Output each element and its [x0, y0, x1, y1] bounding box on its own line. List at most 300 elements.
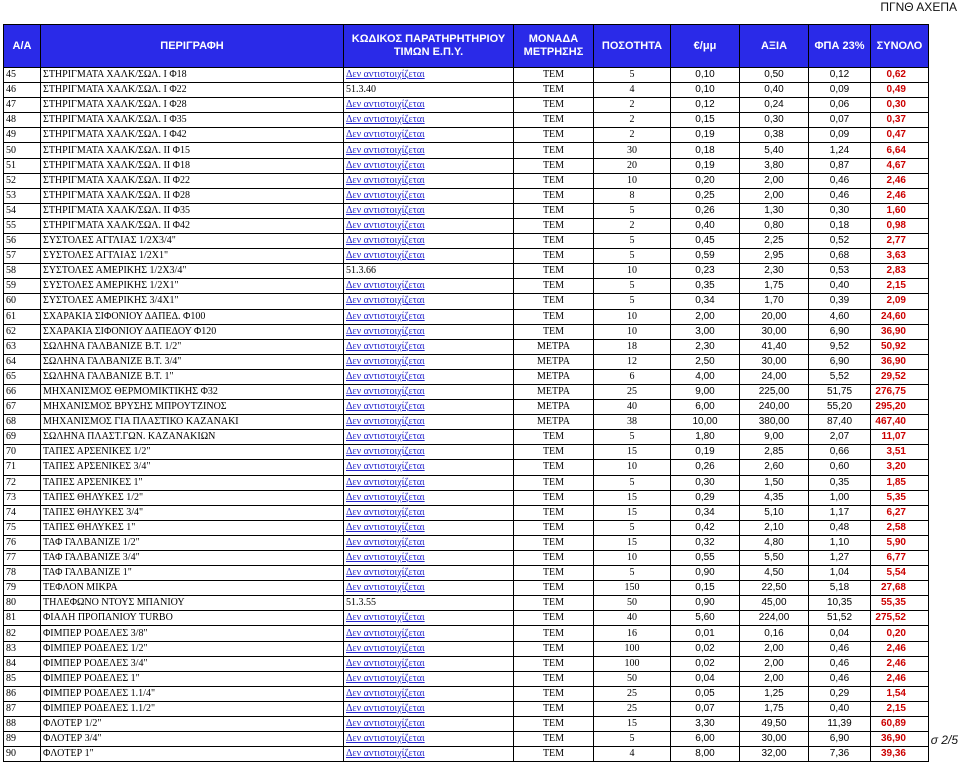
quantity-cell: 100	[594, 656, 671, 671]
unit-of-measure-cell: ΤΕΜ	[514, 686, 594, 701]
row-number-cell: 68	[4, 415, 41, 430]
total-cell: 60,89	[871, 717, 929, 732]
item-description-cell: ΤΑΠΕΣ ΘΗΛΥΚΕΣ 1"	[41, 520, 344, 535]
value-cell: 0,30	[740, 113, 809, 128]
value-cell: 0,16	[740, 626, 809, 641]
vat-amount-cell: 0,48	[809, 520, 871, 535]
row-number-cell: 78	[4, 566, 41, 581]
total-cell: 2,77	[871, 234, 929, 249]
unit-of-measure-cell: ΜΕΤΡΑ	[514, 384, 594, 399]
quantity-cell: 15	[594, 505, 671, 520]
quantity-cell: 150	[594, 581, 671, 596]
unit-price-cell: 0,01	[671, 626, 740, 641]
total-cell: 2,15	[871, 701, 929, 716]
price-code-cell: Δεν αντιστοιχίζεται	[344, 324, 514, 339]
unit-price-cell: 0,10	[671, 68, 740, 83]
quantity-cell: 5	[594, 566, 671, 581]
table-row	[4, 596, 929, 611]
value-cell: 3,80	[740, 158, 809, 173]
total-cell: 276,75	[871, 384, 929, 399]
unit-of-measure-cell: ΤΕΜ	[514, 505, 594, 520]
unit-of-measure-cell: ΤΕΜ	[514, 445, 594, 460]
vat-amount-cell: 87,40	[809, 415, 871, 430]
price-code-cell: Δεν αντιστοιχίζεται	[344, 717, 514, 732]
unit-price-cell: 0,40	[671, 218, 740, 233]
vat-amount-cell: 0,35	[809, 475, 871, 490]
total-cell: 55,35	[871, 596, 929, 611]
unit-price-cell: 0,04	[671, 671, 740, 686]
vat-amount-cell: 6,90	[809, 732, 871, 747]
item-description-cell: ΤΑΠΕΣ ΑΡΣΕΝΙΚΕΣ 1/2"	[41, 445, 344, 460]
quantity-cell: 50	[594, 596, 671, 611]
price-code-cell: Δεν αντιστοιχίζεται	[344, 445, 514, 460]
unit-of-measure-cell: ΤΕΜ	[514, 264, 594, 279]
item-description-cell: ΣΥΣΤΟΛΕΣ ΑΓΓΛΙΑΣ 1/2Χ1"	[41, 249, 344, 264]
quantity-cell: 4	[594, 747, 671, 762]
item-description-cell: ΣΤΗΡΙΓΜΑΤΑ ΧΑΛΚ/ΣΩΛ. ΙΙ Φ35	[41, 203, 344, 218]
price-code-cell: Δεν αντιστοιχίζεται	[344, 611, 514, 626]
unit-price-cell: 0,55	[671, 551, 740, 566]
unit-price-cell: 10,00	[671, 415, 740, 430]
unit-price-cell: 0,02	[671, 656, 740, 671]
col-header-unit-price: €/μμ	[671, 25, 740, 68]
table-row	[4, 218, 929, 233]
item-description-cell: ΜΗΧΑΝΙΣΜΟΣ ΒΡΥΣΗΣ ΜΠΡΟΥΤΖΙΝΟΣ	[41, 400, 344, 415]
price-code-cell: Δεν αντιστοιχίζεται	[344, 686, 514, 701]
row-number-cell: 66	[4, 384, 41, 399]
price-code-cell: Δεν αντιστοιχίζεται	[344, 626, 514, 641]
item-description-cell: ΣΩΛΗΝΑ ΓΑΛΒΑΝΙΖΕ Β.Τ. 3/4"	[41, 354, 344, 369]
value-cell: 2,30	[740, 264, 809, 279]
price-code-cell: Δεν αντιστοιχίζεται	[344, 505, 514, 520]
row-number-cell: 50	[4, 143, 41, 158]
total-cell: 5,90	[871, 535, 929, 550]
value-cell: 41,40	[740, 339, 809, 354]
total-cell: 3,63	[871, 249, 929, 264]
row-number-cell: 48	[4, 113, 41, 128]
vat-amount-cell: 0,09	[809, 128, 871, 143]
quantity-cell: 4	[594, 83, 671, 98]
row-number-cell: 74	[4, 505, 41, 520]
vat-amount-cell: 1,10	[809, 535, 871, 550]
quantity-cell: 10	[594, 173, 671, 188]
unit-price-cell: 6,00	[671, 732, 740, 747]
item-description-cell: ΣΤΗΡΙΓΜΑΤΑ ΧΑΛΚ/ΣΩΛ. ΙΙ Φ28	[41, 188, 344, 203]
quantity-cell: 40	[594, 400, 671, 415]
vat-amount-cell: 0,12	[809, 68, 871, 83]
total-cell: 36,90	[871, 354, 929, 369]
quantity-cell: 40	[594, 611, 671, 626]
unit-of-measure-cell: ΤΕΜ	[514, 490, 594, 505]
unit-price-cell: 0,19	[671, 128, 740, 143]
total-cell: 27,68	[871, 581, 929, 596]
table-row	[4, 188, 929, 203]
total-cell: 2,46	[871, 188, 929, 203]
value-cell: 0,40	[740, 83, 809, 98]
price-code-cell: Δεν αντιστοιχίζεται	[344, 581, 514, 596]
vat-amount-cell: 10,35	[809, 596, 871, 611]
table-row	[4, 309, 929, 324]
total-cell: 6,64	[871, 143, 929, 158]
quantity-cell: 10	[594, 309, 671, 324]
col-header-description: ΠΕΡΙΓΡΑΦΗ	[41, 25, 344, 68]
table-row	[4, 626, 929, 641]
total-cell: 6,77	[871, 551, 929, 566]
row-number-cell: 88	[4, 717, 41, 732]
unit-price-cell: 2,00	[671, 309, 740, 324]
unit-of-measure-cell: ΤΕΜ	[514, 188, 594, 203]
price-code-cell: Δεν αντιστοιχίζεται	[344, 339, 514, 354]
row-number-cell: 73	[4, 490, 41, 505]
unit-of-measure-cell: ΤΕΜ	[514, 520, 594, 535]
quantity-cell: 25	[594, 686, 671, 701]
vat-amount-cell: 0,60	[809, 460, 871, 475]
unit-of-measure-cell: ΤΕΜ	[514, 732, 594, 747]
price-code-cell: Δεν αντιστοιχίζεται	[344, 203, 514, 218]
item-description-cell: ΦΛΟΤΕΡ 1/2"	[41, 717, 344, 732]
total-cell: 2,09	[871, 294, 929, 309]
unit-of-measure-cell: ΤΕΜ	[514, 430, 594, 445]
unit-price-cell: 4,00	[671, 369, 740, 384]
row-number-cell: 85	[4, 671, 41, 686]
price-code-cell: Δεν αντιστοιχίζεται	[344, 656, 514, 671]
total-cell: 5,54	[871, 566, 929, 581]
value-cell: 2,25	[740, 234, 809, 249]
item-description-cell: ΦΙΜΠΕΡ ΡΟΔΕΛΕΣ 1.1/2"	[41, 701, 344, 716]
table-row	[4, 369, 929, 384]
quantity-cell: 12	[594, 354, 671, 369]
value-cell: 2,00	[740, 641, 809, 656]
value-cell: 224,00	[740, 611, 809, 626]
row-number-cell: 64	[4, 354, 41, 369]
col-header-code: ΚΩΔΙΚΟΣ ΠΑΡΑΤΗΡΗΤΗΡΙΟΥ ΤΙΜΩΝ Ε.Π.Υ.	[344, 25, 514, 68]
unit-price-cell: 0,15	[671, 113, 740, 128]
unit-of-measure-cell: ΤΕΜ	[514, 173, 594, 188]
unit-price-cell: 1,80	[671, 430, 740, 445]
item-description-cell: ΤΑΠΕΣ ΘΗΛΥΚΕΣ 1/2"	[41, 490, 344, 505]
item-description-cell: ΣΤΗΡΙΓΜΑΤΑ ΧΑΛΚ/ΣΩΛ. Ι Φ28	[41, 98, 344, 113]
table-row	[4, 490, 929, 505]
unit-of-measure-cell: ΤΕΜ	[514, 460, 594, 475]
table-body	[4, 68, 929, 762]
unit-price-cell: 0,32	[671, 535, 740, 550]
price-code-cell: Δεν αντιστοιχίζεται	[344, 158, 514, 173]
price-code-cell: Δεν αντιστοιχίζεται	[344, 128, 514, 143]
quantity-cell: 2	[594, 128, 671, 143]
value-cell: 30,00	[740, 324, 809, 339]
unit-price-cell: 0,07	[671, 701, 740, 716]
unit-price-cell: 9,00	[671, 384, 740, 399]
total-cell: 0,47	[871, 128, 929, 143]
quantity-cell: 16	[594, 626, 671, 641]
quantity-cell: 25	[594, 384, 671, 399]
unit-price-cell: 0,26	[671, 460, 740, 475]
row-number-cell: 83	[4, 641, 41, 656]
value-cell: 2,00	[740, 173, 809, 188]
unit-price-cell: 0,19	[671, 445, 740, 460]
total-cell: 295,20	[871, 400, 929, 415]
price-code-cell: Δεν αντιστοιχίζεται	[344, 143, 514, 158]
price-code-cell: Δεν αντιστοιχίζεται	[344, 384, 514, 399]
total-cell: 36,90	[871, 732, 929, 747]
row-number-cell: 67	[4, 400, 41, 415]
total-cell: 3,20	[871, 460, 929, 475]
unit-price-cell: 0,30	[671, 475, 740, 490]
row-number-cell: 79	[4, 581, 41, 596]
table-row	[4, 400, 929, 415]
item-description-cell: ΣΤΗΡΙΓΜΑΤΑ ΧΑΛΚ/ΣΩΛ. ΙΙ Φ15	[41, 143, 344, 158]
item-description-cell: ΣΤΗΡΙΓΜΑΤΑ ΧΑΛΚ/ΣΩΛ. ΙΙ Φ42	[41, 218, 344, 233]
quantity-cell: 50	[594, 671, 671, 686]
unit-of-measure-cell: ΤΕΜ	[514, 249, 594, 264]
vat-amount-cell: 5,18	[809, 581, 871, 596]
value-cell: 1,70	[740, 294, 809, 309]
quantity-cell: 2	[594, 218, 671, 233]
vat-amount-cell: 0,87	[809, 158, 871, 173]
price-code-cell: Δεν αντιστοιχίζεται	[344, 475, 514, 490]
value-cell: 4,50	[740, 566, 809, 581]
vat-amount-cell: 0,04	[809, 626, 871, 641]
row-number-cell: 59	[4, 279, 41, 294]
vat-amount-cell: 11,39	[809, 717, 871, 732]
unit-price-cell: 0,26	[671, 203, 740, 218]
value-cell: 0,80	[740, 218, 809, 233]
vat-amount-cell: 9,52	[809, 339, 871, 354]
total-cell: 50,92	[871, 339, 929, 354]
row-number-cell: 90	[4, 747, 41, 762]
item-description-cell: ΤΑΠΕΣ ΑΡΣΕΝΙΚΕΣ 3/4"	[41, 460, 344, 475]
quantity-cell: 15	[594, 490, 671, 505]
quantity-cell: 18	[594, 339, 671, 354]
price-table	[3, 24, 929, 762]
value-cell: 380,00	[740, 415, 809, 430]
total-cell: 4,67	[871, 158, 929, 173]
total-cell: 39,36	[871, 747, 929, 762]
value-cell: 5,50	[740, 551, 809, 566]
price-code-cell: Δεν αντιστοιχίζεται	[344, 113, 514, 128]
quantity-cell: 15	[594, 535, 671, 550]
unit-price-cell: 2,50	[671, 354, 740, 369]
price-code-cell: Δεν αντιστοιχίζεται	[344, 234, 514, 249]
price-code-cell: Δεν αντιστοιχίζεται	[344, 566, 514, 581]
value-cell: 2,60	[740, 460, 809, 475]
total-cell: 2,15	[871, 279, 929, 294]
table-row	[4, 747, 929, 762]
vat-amount-cell: 0,46	[809, 656, 871, 671]
vat-amount-cell: 7,36	[809, 747, 871, 762]
row-number-cell: 75	[4, 520, 41, 535]
table-row	[4, 732, 929, 747]
value-cell: 4,35	[740, 490, 809, 505]
price-code-cell: Δεν αντιστοιχίζεται	[344, 460, 514, 475]
row-number-cell: 82	[4, 626, 41, 641]
total-cell: 0,30	[871, 98, 929, 113]
table-row	[4, 535, 929, 550]
value-cell: 49,50	[740, 717, 809, 732]
row-number-cell: 76	[4, 535, 41, 550]
quantity-cell: 5	[594, 68, 671, 83]
row-number-cell: 47	[4, 98, 41, 113]
value-cell: 2,00	[740, 671, 809, 686]
quantity-cell: 8	[594, 188, 671, 203]
col-header-vat: ΦΠΑ 23%	[809, 25, 871, 68]
price-code-cell: Δεν αντιστοιχίζεται	[344, 188, 514, 203]
price-code-cell: Δεν αντιστοιχίζεται	[344, 520, 514, 535]
table-row	[4, 460, 929, 475]
col-header-total: ΣΥΝΟΛΟ	[871, 25, 929, 68]
value-cell: 0,24	[740, 98, 809, 113]
table-row	[4, 249, 929, 264]
quantity-cell: 5	[594, 430, 671, 445]
total-cell: 1,54	[871, 686, 929, 701]
price-code-cell: Δεν αντιστοιχίζεται	[344, 218, 514, 233]
table-row	[4, 430, 929, 445]
table-row	[4, 611, 929, 626]
table-row	[4, 656, 929, 671]
row-number-cell: 65	[4, 369, 41, 384]
price-code-cell: Δεν αντιστοιχίζεται	[344, 641, 514, 656]
table-row	[4, 520, 929, 535]
unit-of-measure-cell: ΤΕΜ	[514, 83, 594, 98]
unit-of-measure-cell: ΤΕΜ	[514, 671, 594, 686]
item-description-cell: ΣΤΗΡΙΓΜΑΤΑ ΧΑΛΚ/ΣΩΛ. Ι Φ18	[41, 68, 344, 83]
row-number-cell: 84	[4, 656, 41, 671]
quantity-cell: 2	[594, 113, 671, 128]
value-cell: 5,10	[740, 505, 809, 520]
unit-price-cell: 0,42	[671, 520, 740, 535]
vat-amount-cell: 6,90	[809, 354, 871, 369]
quantity-cell: 100	[594, 641, 671, 656]
unit-price-cell: 0,34	[671, 505, 740, 520]
item-description-cell: ΣΩΛΗΝΑ ΓΑΛΒΑΝΙΖΕ Β.Τ. 1/2"	[41, 339, 344, 354]
unit-of-measure-cell: ΤΕΜ	[514, 113, 594, 128]
vat-amount-cell: 0,40	[809, 279, 871, 294]
table-row	[4, 671, 929, 686]
row-number-cell: 77	[4, 551, 41, 566]
price-code-cell: 51.3.66	[344, 264, 514, 279]
item-description-cell: ΣΤΗΡΙΓΜΑΤΑ ΧΑΛΚ/ΣΩΛ. Ι Φ35	[41, 113, 344, 128]
item-description-cell: ΤΑΦ ΓΑΛΒΑΝΙΖΕ 1/2"	[41, 535, 344, 550]
row-number-cell: 53	[4, 188, 41, 203]
vat-amount-cell: 0,09	[809, 83, 871, 98]
quantity-cell: 10	[594, 264, 671, 279]
row-number-cell: 49	[4, 128, 41, 143]
col-header-quantity: ΠΟΣΟΤΗΤΑ	[594, 25, 671, 68]
price-code-cell: Δεν αντιστοιχίζεται	[344, 294, 514, 309]
item-description-cell: ΤΑΠΕΣ ΘΗΛΥΚΕΣ 3/4"	[41, 505, 344, 520]
quantity-cell: 5	[594, 279, 671, 294]
value-cell: 30,00	[740, 354, 809, 369]
row-number-cell: 72	[4, 475, 41, 490]
item-description-cell: ΦΛΟΤΕΡ 1"	[41, 747, 344, 762]
table-row	[4, 445, 929, 460]
item-description-cell: ΦΛΟΤΕΡ 3/4"	[41, 732, 344, 747]
price-code-cell: Δεν αντιστοιχίζεται	[344, 68, 514, 83]
row-number-cell: 70	[4, 445, 41, 460]
table-row	[4, 128, 929, 143]
row-number-cell: 56	[4, 234, 41, 249]
row-number-cell: 87	[4, 701, 41, 716]
row-number-cell: 58	[4, 264, 41, 279]
price-code-cell: Δεν αντιστοιχίζεται	[344, 732, 514, 747]
unit-price-cell: 0,23	[671, 264, 740, 279]
value-cell: 32,00	[740, 747, 809, 762]
item-description-cell: ΤΗΛΕΦΩΝΟ ΝΤΟΥΣ ΜΠΑΝΙΟΥ	[41, 596, 344, 611]
total-cell: 0,37	[871, 113, 929, 128]
total-cell: 1,85	[871, 475, 929, 490]
table-row	[4, 475, 929, 490]
page-number: σ 2/5	[930, 733, 958, 747]
row-number-cell: 86	[4, 686, 41, 701]
quantity-cell: 10	[594, 551, 671, 566]
item-description-cell: ΣΤΗΡΙΓΜΑΤΑ ΧΑΛΚ/ΣΩΛ. Ι Φ22	[41, 83, 344, 98]
price-code-cell: Δεν αντιστοιχίζεται	[344, 490, 514, 505]
item-description-cell: ΦΙΜΠΕΡ ΡΟΔΕΛΕΣ 1/2"	[41, 641, 344, 656]
price-code-cell: Δεν αντιστοιχίζεται	[344, 701, 514, 716]
quantity-cell: 5	[594, 475, 671, 490]
table-row	[4, 294, 929, 309]
value-cell: 2,00	[740, 656, 809, 671]
total-cell: 5,35	[871, 490, 929, 505]
vat-amount-cell: 0,52	[809, 234, 871, 249]
quantity-cell: 10	[594, 324, 671, 339]
row-number-cell: 80	[4, 596, 41, 611]
value-cell: 5,40	[740, 143, 809, 158]
vat-amount-cell: 0,46	[809, 671, 871, 686]
vat-amount-cell: 1,27	[809, 551, 871, 566]
unit-price-cell: 0,12	[671, 98, 740, 113]
table-row	[4, 264, 929, 279]
table-row	[4, 384, 929, 399]
total-cell: 0,49	[871, 83, 929, 98]
item-description-cell: ΣΧΑΡΑΚΙΑ ΣΙΦΟΝΙΟΥ ΔΑΠΕΔΟΥ Φ120	[41, 324, 344, 339]
row-number-cell: 51	[4, 158, 41, 173]
unit-of-measure-cell: ΤΕΜ	[514, 158, 594, 173]
item-description-cell: ΣΥΣΤΟΛΕΣ ΑΜΕΡΙΚΗΣ 1/2Χ3/4"	[41, 264, 344, 279]
row-number-cell: 61	[4, 309, 41, 324]
item-description-cell: ΜΗΧΑΝΙΣΜΟΣ ΓΙΑ ΠΛΑΣΤΙΚΟ ΚΑΖΑΝΑΚΙ	[41, 415, 344, 430]
price-code-cell: Δεν αντιστοιχίζεται	[344, 354, 514, 369]
table-row	[4, 701, 929, 716]
item-description-cell: ΣΩΛΗΝΑ ΠΛΑΣΤ.ΓΩΝ. ΚΑΖΑΝΑΚΙΩΝ	[41, 430, 344, 445]
quantity-cell: 38	[594, 415, 671, 430]
table-row	[4, 113, 929, 128]
unit-of-measure-cell: ΤΕΜ	[514, 535, 594, 550]
col-header-unit: ΜΟΝΑΔΑ ΜΕΤΡΗΣΗΣ	[514, 25, 594, 68]
vat-amount-cell: 4,60	[809, 309, 871, 324]
table-row	[4, 83, 929, 98]
unit-price-cell: 0,20	[671, 173, 740, 188]
unit-of-measure-cell: ΤΕΜ	[514, 566, 594, 581]
unit-price-cell: 0,02	[671, 641, 740, 656]
value-cell: 240,00	[740, 400, 809, 415]
unit-of-measure-cell: ΤΕΜ	[514, 234, 594, 249]
col-header-value: ΑΞΙΑ	[740, 25, 809, 68]
price-code-cell: Δεν αντιστοιχίζεται	[344, 369, 514, 384]
table-row	[4, 98, 929, 113]
header-row	[4, 25, 929, 68]
unit-price-cell: 0,18	[671, 143, 740, 158]
unit-of-measure-cell: ΤΕΜ	[514, 475, 594, 490]
quantity-cell: 6	[594, 369, 671, 384]
vat-amount-cell: 1,04	[809, 566, 871, 581]
unit-of-measure-cell: ΤΕΜ	[514, 747, 594, 762]
unit-of-measure-cell: ΤΕΜ	[514, 324, 594, 339]
hospital-label: ΠΓΝΘ ΑΧΕΠΑ	[880, 0, 957, 14]
quantity-cell: 5	[594, 294, 671, 309]
item-description-cell: ΣΤΗΡΙΓΜΑΤΑ ΧΑΛΚ/ΣΩΛ. Ι Φ42	[41, 128, 344, 143]
unit-of-measure-cell: ΤΕΜ	[514, 656, 594, 671]
